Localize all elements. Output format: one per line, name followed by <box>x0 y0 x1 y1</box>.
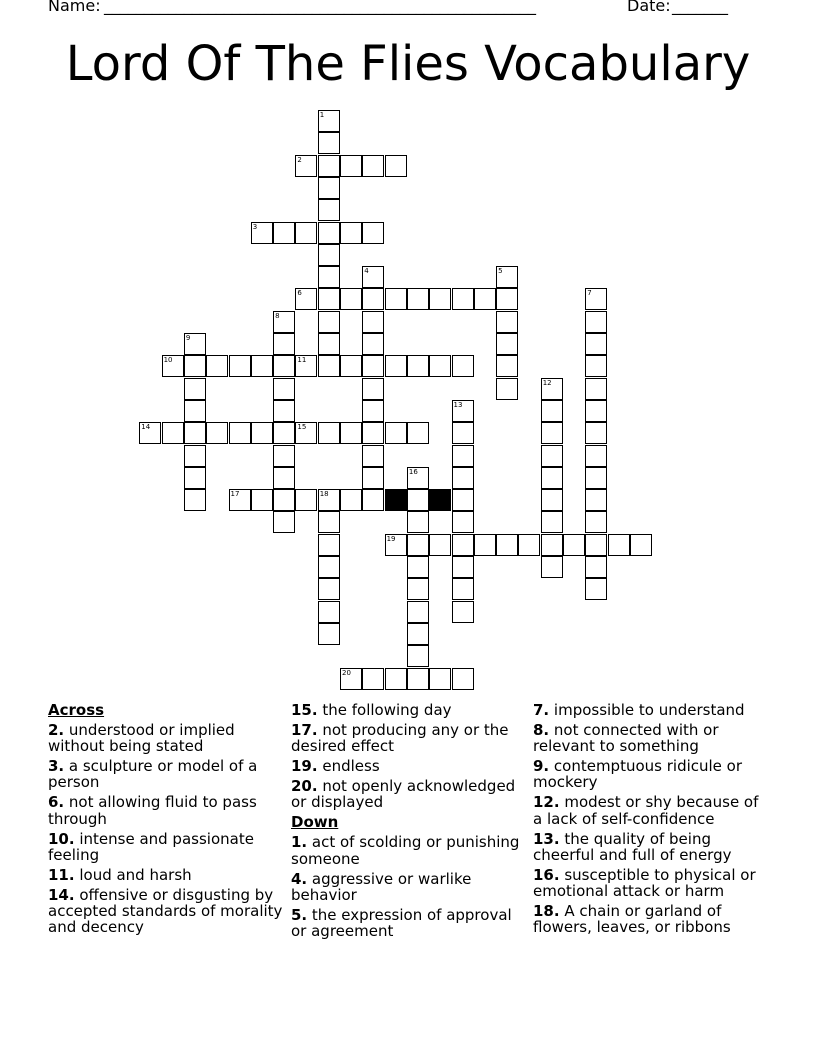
grid-cell[interactable] <box>318 534 340 556</box>
clue-item <box>533 722 768 754</box>
cell-number: 10 <box>163 356 173 365</box>
grid-cell[interactable] <box>273 222 295 244</box>
grid-cell[interactable] <box>452 467 474 489</box>
cell-number: 2 <box>297 155 302 164</box>
clue-number: 7. <box>533 701 550 719</box>
date-label: Date: <box>627 0 671 15</box>
grid-cell[interactable] <box>184 378 206 400</box>
grid-cell[interactable] <box>340 222 362 244</box>
clue-number: 9. <box>533 757 550 776</box>
name-field[interactable]: ______________________________________________________ <box>104 0 536 15</box>
clue-number: 8. <box>533 721 550 739</box>
grid-cell[interactable] <box>273 422 295 444</box>
grid-cell[interactable] <box>362 378 384 400</box>
grid-cell[interactable] <box>206 355 228 377</box>
clue-text: modest or shy because of a lack of self-confidence <box>533 793 759 828</box>
grid-cell[interactable] <box>407 355 429 377</box>
clue-item <box>533 867 768 899</box>
clue-text: the following day <box>317 701 452 719</box>
clue-number: 1. <box>291 833 308 852</box>
black-square <box>385 489 407 511</box>
grid-cell[interactable] <box>273 333 295 355</box>
grid-cell[interactable] <box>318 155 340 177</box>
clue-item <box>291 778 526 810</box>
grid-cell[interactable] <box>340 489 362 511</box>
clue-text: a sculpture or model of a person <box>48 757 258 792</box>
grid-cell[interactable] <box>541 467 563 489</box>
grid-cell[interactable] <box>585 511 607 533</box>
grid-cell[interactable] <box>295 222 317 244</box>
grid-cell[interactable] <box>585 534 607 556</box>
down-heading: Down <box>291 813 339 832</box>
grid-cell[interactable] <box>362 445 384 467</box>
grid-cell[interactable] <box>340 355 362 377</box>
grid-cell[interactable] <box>585 467 607 489</box>
grid-cell[interactable] <box>585 333 607 355</box>
grid-cell[interactable] <box>541 534 563 556</box>
grid-cell[interactable] <box>541 511 563 533</box>
clue-number: 19. <box>291 757 318 776</box>
clue-text: understood or implied without being stated <box>48 721 235 756</box>
clue-text: not allowing fluid to pass through <box>48 793 257 828</box>
grid-cell[interactable] <box>452 445 474 467</box>
grid-cell[interactable] <box>452 578 474 600</box>
grid-cell[interactable] <box>318 244 340 266</box>
grid-cell[interactable] <box>362 288 384 310</box>
grid-cell[interactable] <box>585 489 607 511</box>
clue-number: 20. <box>291 777 318 796</box>
cell-number: 9 <box>185 334 191 342</box>
grid-cell[interactable] <box>407 288 429 310</box>
grid-cell[interactable] <box>429 668 451 690</box>
grid-cell[interactable] <box>541 400 563 422</box>
grid-cell[interactable] <box>541 422 563 444</box>
clue-number: 4. <box>291 869 308 888</box>
grid-cell[interactable] <box>362 422 384 444</box>
clue-text: aggressive or warlike behavior <box>291 869 472 904</box>
grid-cell[interactable] <box>407 645 429 667</box>
grid-cell[interactable] <box>362 222 384 244</box>
grid-cell[interactable] <box>496 378 518 400</box>
grid-cell[interactable] <box>496 355 518 377</box>
grid-cell[interactable] <box>273 400 295 422</box>
grid-cell[interactable] <box>295 489 317 511</box>
grid-cell[interactable] <box>429 288 451 310</box>
clue-item <box>48 722 283 754</box>
clue-item <box>533 831 768 863</box>
grid-cell[interactable] <box>541 445 563 467</box>
grid-cell[interactable] <box>184 355 206 377</box>
cell-number: 20 <box>342 668 351 677</box>
clue-item <box>291 871 526 903</box>
clue-number: 16. <box>533 865 560 884</box>
cell-number: 15 <box>297 423 307 432</box>
grid-cell[interactable] <box>518 534 540 556</box>
grid-cell[interactable] <box>407 534 429 556</box>
grid-cell[interactable] <box>318 623 340 645</box>
grid-cell[interactable] <box>407 422 429 444</box>
clues-column-2 <box>291 702 526 943</box>
clue-item <box>291 758 526 774</box>
clue-item <box>291 702 526 718</box>
grid-cell[interactable] <box>362 311 384 333</box>
grid-cell[interactable] <box>318 422 340 444</box>
grid-cell[interactable] <box>563 534 585 556</box>
cell-number: 8 <box>275 311 280 320</box>
grid-cell[interactable] <box>452 534 474 556</box>
grid-cell[interactable] <box>318 511 340 533</box>
cell-number: 11 <box>297 356 307 365</box>
clue-text: contemptuous ridicule or mockery <box>533 757 743 792</box>
grid-cell[interactable] <box>273 445 295 467</box>
cell-number: 16 <box>408 467 418 476</box>
grid-cell[interactable] <box>585 355 607 377</box>
grid-cell[interactable] <box>429 355 451 377</box>
clue-item <box>291 907 526 939</box>
clue-number: 10. <box>48 829 75 848</box>
grid-cell[interactable] <box>318 266 340 288</box>
grid-cell[interactable] <box>407 556 429 578</box>
clue-text: A chain or garland of flowers, leaves, or ribbons <box>533 902 731 937</box>
clue-item <box>533 903 768 935</box>
clue-number: 11. <box>48 865 75 884</box>
clue-number: 5. <box>291 905 308 924</box>
grid-cell[interactable] <box>318 333 340 355</box>
clue-text: not producing any or the desired effect <box>291 721 509 756</box>
clue-text: intense and passionate feeling <box>48 829 254 864</box>
puzzle-title: Lord Of The Flies Vocabulary <box>65 36 751 92</box>
grid-cell[interactable] <box>407 601 429 623</box>
clue-item <box>48 887 283 936</box>
grid-cell[interactable] <box>541 556 563 578</box>
grid-cell[interactable] <box>273 511 295 533</box>
grid-cell[interactable] <box>585 311 607 333</box>
grid-cell[interactable] <box>362 355 384 377</box>
grid-cell[interactable] <box>273 489 295 511</box>
grid-cell[interactable] <box>585 445 607 467</box>
black-square <box>429 489 451 511</box>
grid-cell[interactable] <box>585 400 607 422</box>
grid-cell[interactable] <box>318 578 340 600</box>
grid-cell[interactable] <box>184 489 206 511</box>
grid-cell[interactable] <box>362 400 384 422</box>
clue-item <box>533 758 768 790</box>
grid-cell[interactable] <box>273 378 295 400</box>
grid-cell[interactable] <box>429 534 451 556</box>
grid-cell[interactable] <box>340 422 362 444</box>
clue-text: the expression of approval or agreement <box>291 905 512 941</box>
grid-cell[interactable] <box>362 155 384 177</box>
grid-cell[interactable] <box>362 333 384 355</box>
grid-cell[interactable] <box>585 578 607 600</box>
grid-cell[interactable] <box>385 288 407 310</box>
grid-cell[interactable] <box>184 467 206 489</box>
grid-cell[interactable] <box>452 422 474 444</box>
grid-cell[interactable] <box>541 489 563 511</box>
grid-cell[interactable] <box>206 422 228 444</box>
clue-item <box>48 867 283 883</box>
grid-cell[interactable] <box>318 132 340 154</box>
date-field[interactable]: _______ <box>672 0 728 15</box>
grid-cell[interactable] <box>407 623 429 645</box>
clue-text: not connected with or relevant to something <box>533 721 719 756</box>
grid-cell[interactable] <box>407 489 429 511</box>
grid-cell[interactable] <box>229 422 251 444</box>
clue-text: offensive or disgusting by accepted standards of morality and decency <box>48 885 283 937</box>
clue-text: the quality of being cheerful and full of energy <box>533 829 732 864</box>
grid-cell[interactable] <box>452 288 474 310</box>
grid-cell[interactable] <box>385 155 407 177</box>
clue-number: 17. <box>291 721 318 739</box>
clue-text: act of scolding or punishing someone <box>291 833 520 868</box>
clue-number: 15. <box>291 701 318 719</box>
name-label: Name: <box>48 0 101 15</box>
grid-cell[interactable] <box>608 534 630 556</box>
cell-number: 19 <box>386 534 396 543</box>
grid-cell[interactable] <box>184 422 206 444</box>
clue-number: 13. <box>533 829 560 848</box>
grid-cell[interactable] <box>340 155 362 177</box>
grid-cell[interactable] <box>318 199 340 221</box>
grid-cell[interactable] <box>318 222 340 244</box>
grid-cell[interactable] <box>318 355 340 377</box>
clue-text: endless <box>317 757 380 776</box>
cell-number: 13 <box>453 400 463 409</box>
grid-cell[interactable] <box>474 288 496 310</box>
clues-column-3 <box>533 702 768 939</box>
grid-cell[interactable] <box>496 333 518 355</box>
grid-cell[interactable] <box>452 355 474 377</box>
cell-number: 5 <box>498 267 503 276</box>
grid-cell[interactable] <box>251 422 273 444</box>
grid-cell[interactable] <box>385 422 407 444</box>
cell-number: 6 <box>297 289 302 298</box>
grid-cell[interactable] <box>162 422 184 444</box>
clue-text: not openly acknowledged or displayed <box>291 777 516 812</box>
clue-item <box>48 758 283 790</box>
cell-number: 17 <box>230 490 240 499</box>
clue-number: 2. <box>48 721 65 739</box>
grid-cell[interactable] <box>385 355 407 377</box>
grid-cell[interactable] <box>229 355 251 377</box>
grid-cell[interactable] <box>184 400 206 422</box>
grid-cell[interactable] <box>407 578 429 600</box>
clue-item <box>291 722 526 754</box>
clue-item <box>533 794 768 826</box>
clue-text: impossible to understand <box>549 701 745 719</box>
grid-cell[interactable] <box>585 378 607 400</box>
cell-number: 14 <box>141 423 151 432</box>
grid-cell[interactable] <box>318 601 340 623</box>
grid-cell[interactable] <box>452 601 474 623</box>
grid-cell[interactable] <box>362 489 384 511</box>
grid-cell[interactable] <box>273 355 295 377</box>
grid-cell[interactable] <box>496 534 518 556</box>
grid-cell[interactable] <box>496 311 518 333</box>
grid-cell[interactable] <box>318 288 340 310</box>
grid-cell[interactable] <box>585 422 607 444</box>
grid-cell[interactable] <box>362 668 384 690</box>
grid-cell[interactable] <box>452 489 474 511</box>
grid-cell[interactable] <box>585 556 607 578</box>
clue-item <box>48 831 283 863</box>
cell-number: 12 <box>542 378 552 387</box>
clue-item <box>533 702 768 718</box>
grid-cell[interactable] <box>452 668 474 690</box>
grid-cell[interactable] <box>318 177 340 199</box>
cell-number: 1 <box>319 111 325 119</box>
grid-cell[interactable] <box>630 534 652 556</box>
grid-cell[interactable] <box>452 511 474 533</box>
clue-number: 12. <box>533 793 560 812</box>
cell-number: 4 <box>364 267 369 276</box>
grid-cell[interactable] <box>251 355 273 377</box>
grid-cell[interactable] <box>407 668 429 690</box>
grid-cell[interactable] <box>407 511 429 533</box>
grid-cell[interactable] <box>385 668 407 690</box>
clue-text: loud and harsh <box>74 865 192 884</box>
clue-number: 3. <box>48 757 65 776</box>
clue-item <box>291 834 526 866</box>
grid-cell[interactable] <box>273 467 295 489</box>
grid-cell[interactable] <box>184 445 206 467</box>
clue-number: 6. <box>48 793 65 812</box>
grid-cell[interactable] <box>318 556 340 578</box>
across-heading: Across <box>48 701 105 719</box>
grid-cell[interactable] <box>452 556 474 578</box>
clue-number: 14. <box>48 885 75 904</box>
grid-cell[interactable] <box>340 288 362 310</box>
grid-cell[interactable] <box>474 534 496 556</box>
cell-number: 18 <box>319 490 329 499</box>
grid-cell[interactable] <box>251 489 273 511</box>
clue-number: 18. <box>533 902 560 921</box>
grid-cell[interactable] <box>318 311 340 333</box>
clue-item <box>48 794 283 826</box>
clue-text: susceptible to physical or emotional attack or harm <box>533 865 756 901</box>
grid-cell[interactable] <box>496 288 518 310</box>
clues-column-1 <box>48 702 283 939</box>
cell-number: 7 <box>587 289 592 298</box>
cell-number: 3 <box>252 222 258 231</box>
grid-cell[interactable] <box>362 467 384 489</box>
